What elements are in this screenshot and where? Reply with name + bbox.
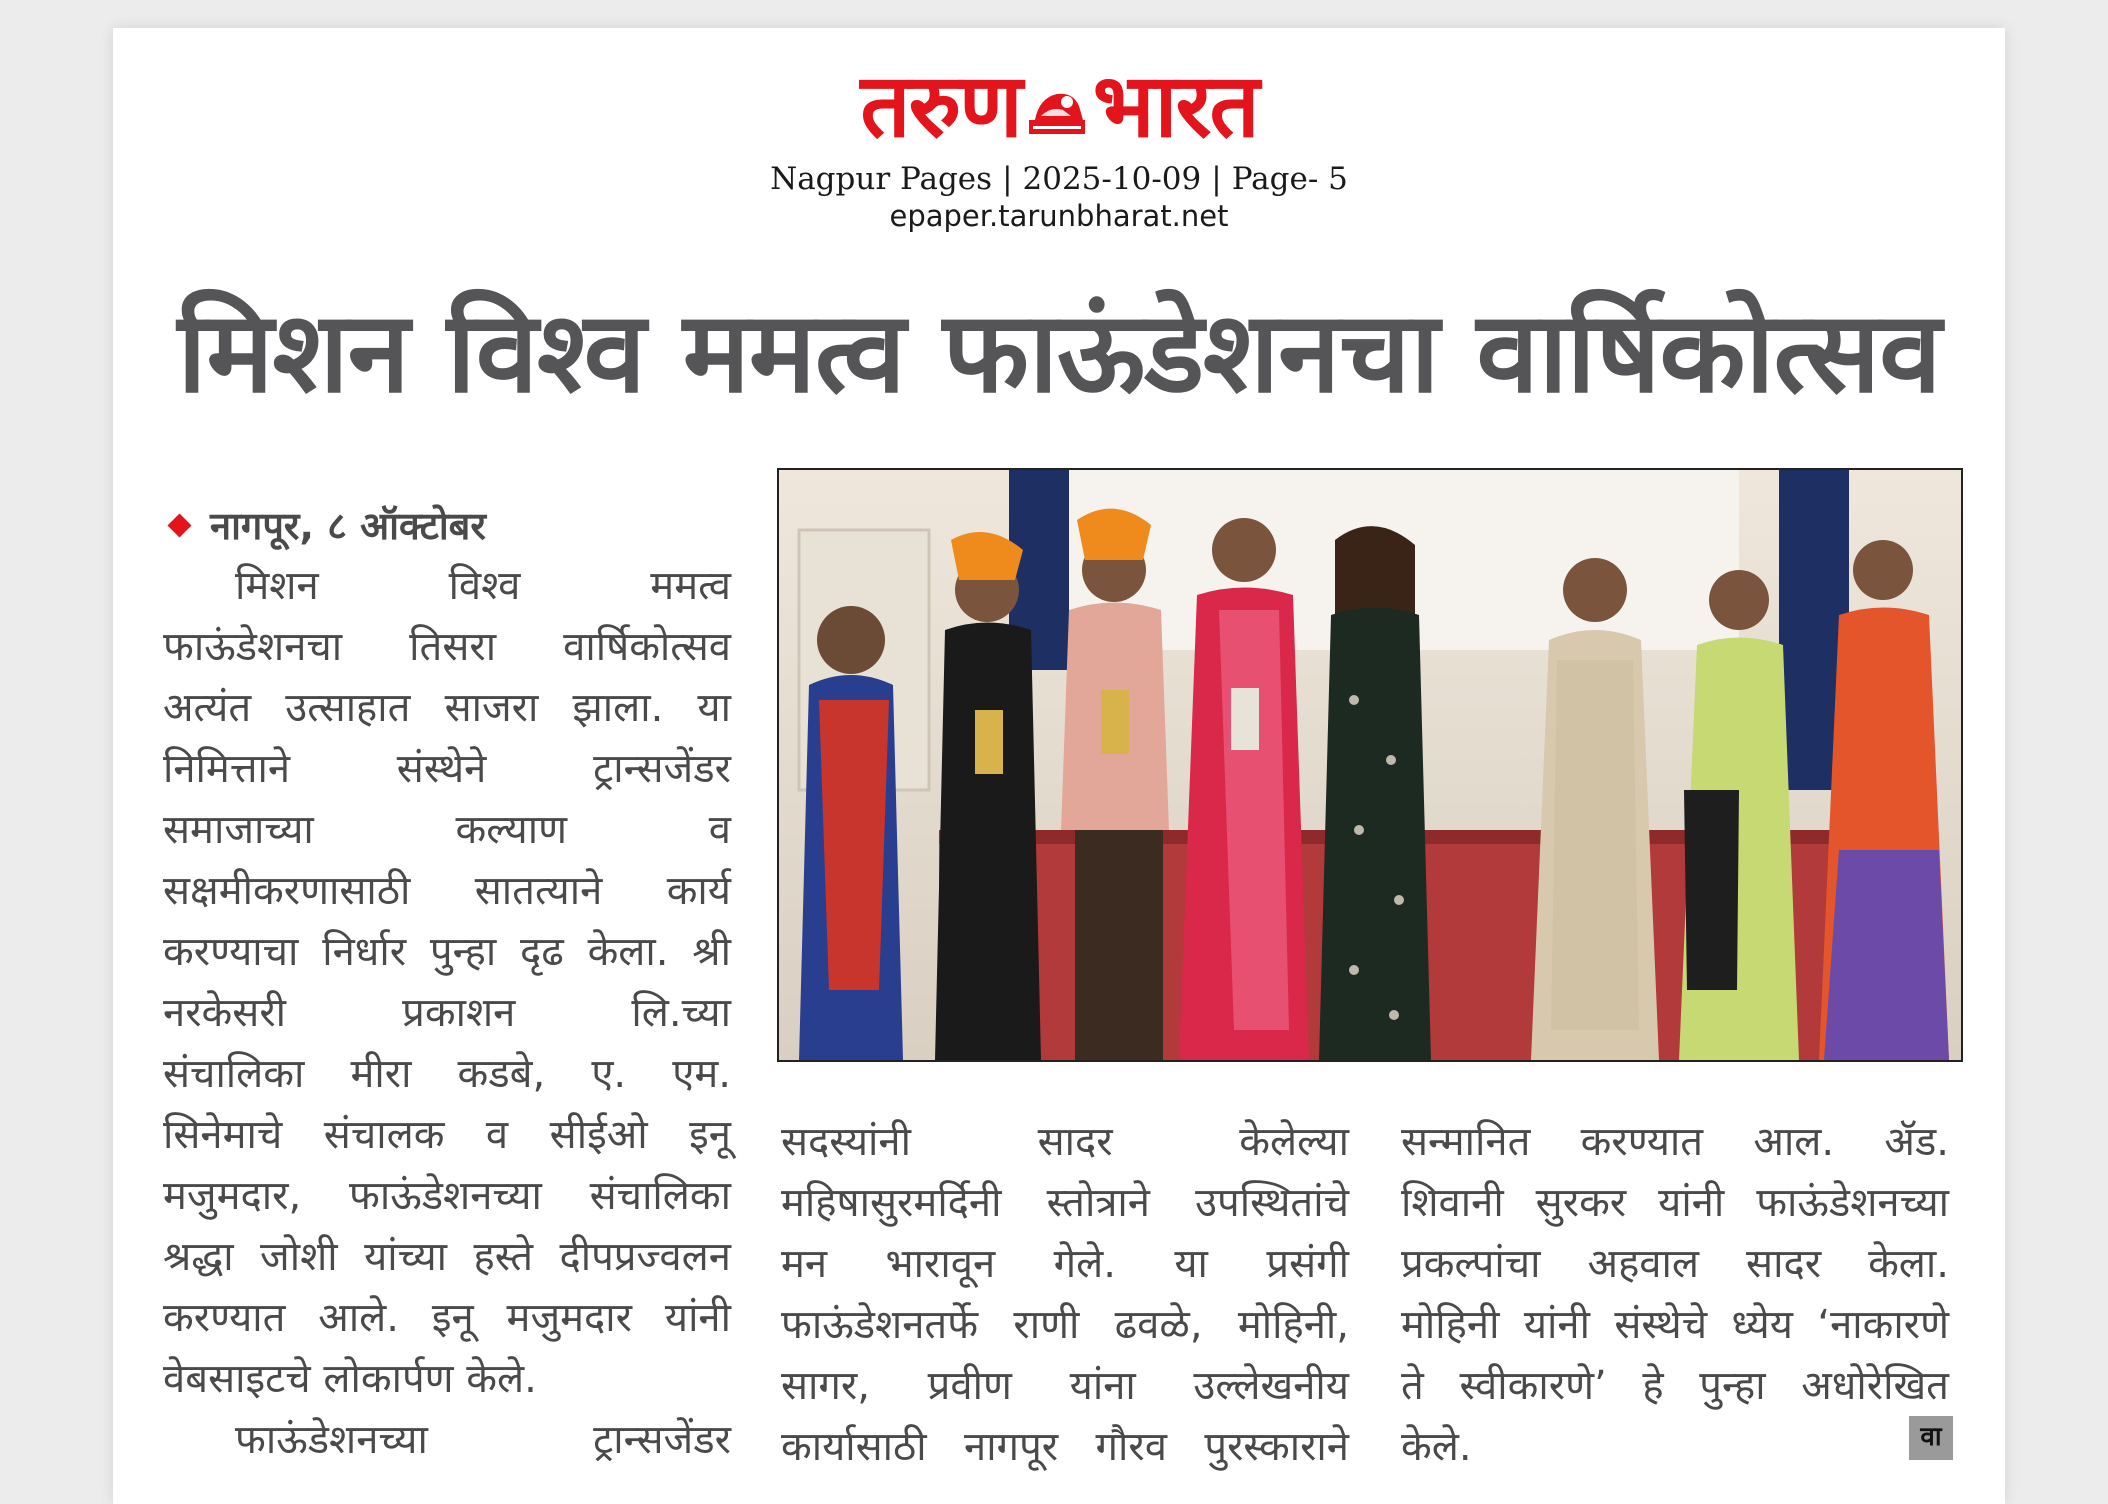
- article-column-right: [1401, 1112, 1949, 1478]
- logo-text-left: तरुण: [860, 54, 1021, 157]
- text-line: सागर, प्रवीण यांना उल्लेखनीय: [781, 1363, 1349, 1409]
- article-end-mark: वा: [1909, 1416, 1953, 1460]
- text-line: श्रद्धा जोशी यांच्या हस्ते दीपप्रज्वलन: [163, 1234, 731, 1280]
- text-line: मजुमदार, फाऊंडेशनच्या संचालिका: [163, 1173, 731, 1219]
- text-line: प्रकल्पांचा अहवाल सादर केला.: [1401, 1241, 1949, 1287]
- text-line: सक्षमीकरणासाठी सातत्याने कार्य: [163, 868, 731, 914]
- edition-name: Nagpur Pages: [770, 161, 993, 197]
- text-line: वेबसाइटचे लोकार्पण केले.: [163, 1356, 537, 1402]
- text-line: करण्याचा निर्धार पुन्हा दृढ केला. श्री: [163, 929, 731, 975]
- right-column-text: [1401, 1112, 1949, 1478]
- newspaper-logo[interactable]: [860, 54, 1258, 157]
- epaper-page: [113, 28, 2005, 1504]
- article-column-left: [163, 498, 731, 1471]
- text-line: मिशन विश्व ममत्व: [235, 563, 731, 609]
- text-line: कार्यासाठी नागपूर गौरव पुरस्काराने: [781, 1424, 1349, 1470]
- article-headline: मिशन विश्व ममत्व फाऊंडेशनचा वार्षिकोत्सव: [177, 288, 1941, 418]
- edition-page: Page- 5: [1231, 161, 1348, 197]
- text-line: सदस्यांनी सादर केलेल्या: [781, 1119, 1349, 1165]
- logo-text-right: भारत: [1092, 54, 1258, 157]
- dateline: [163, 498, 731, 554]
- article-column-middle: [781, 1112, 1349, 1478]
- left-column-text: [163, 556, 731, 1471]
- dateline-text: नागपूर, ८ ऑक्टोबर: [210, 504, 486, 548]
- text-line: शिवानी सुरकर यांनी फाऊंडेशनच्या: [1401, 1180, 1949, 1226]
- text-line: ते स्वीकारणे’ हे पुन्हा अधोरेखित: [1401, 1363, 1949, 1409]
- text-line: करण्यात आले. इनू मजुमदार यांनी: [163, 1295, 731, 1341]
- text-line: मन भारावून गेले. या प्रसंगी: [781, 1241, 1349, 1287]
- lion-emblem-icon: [1027, 64, 1087, 124]
- epaper-url[interactable]: epaper.tarunbharat.net: [889, 199, 1229, 233]
- text-line: सिनेमाचे संचालक व सीईओ इनू: [163, 1112, 731, 1158]
- text-line: नरकेसरी प्रकाशन लि.च्या: [163, 990, 731, 1036]
- text-line: निमित्ताने संस्थेने ट्रान्सजेंडर: [163, 746, 731, 792]
- middle-column-text: [781, 1112, 1349, 1478]
- text-line: केले.: [1401, 1424, 1472, 1470]
- bullet-diamond-icon: [167, 513, 191, 537]
- edition-line: Nagpur Pages | 2025-10-09 | Page- 5: [770, 161, 1348, 197]
- edition-date: 2025-10-09: [1022, 161, 1202, 197]
- text-line: फाऊंडेशनतर्फे राणी ढवळे, मोहिनी,: [781, 1302, 1349, 1348]
- text-line: सन्मानित करण्यात आल. ॲड.: [1401, 1119, 1949, 1165]
- article-photo[interactable]: [777, 468, 1963, 1062]
- text-line: फाऊंडेशनचा तिसरा वार्षिकोत्सव: [163, 624, 731, 670]
- text-line: महिषासुरमर्दिनी स्तोत्राने उपस्थितांचे: [781, 1180, 1349, 1226]
- text-line: समाजाच्या कल्याण व: [163, 807, 731, 853]
- text-line: संचालिका मीरा कडबे, ए. एम.: [163, 1051, 731, 1097]
- text-line: मोहिनी यांनी संस्थेचे ध्येय ‘नाकारणे: [1401, 1302, 1949, 1348]
- text-line: फाऊंडेशनच्या ट्रान्सजेंडर: [235, 1417, 731, 1463]
- masthead: [113, 54, 2005, 234]
- text-line: अत्यंत उत्साहात साजरा झाला. या: [163, 685, 731, 731]
